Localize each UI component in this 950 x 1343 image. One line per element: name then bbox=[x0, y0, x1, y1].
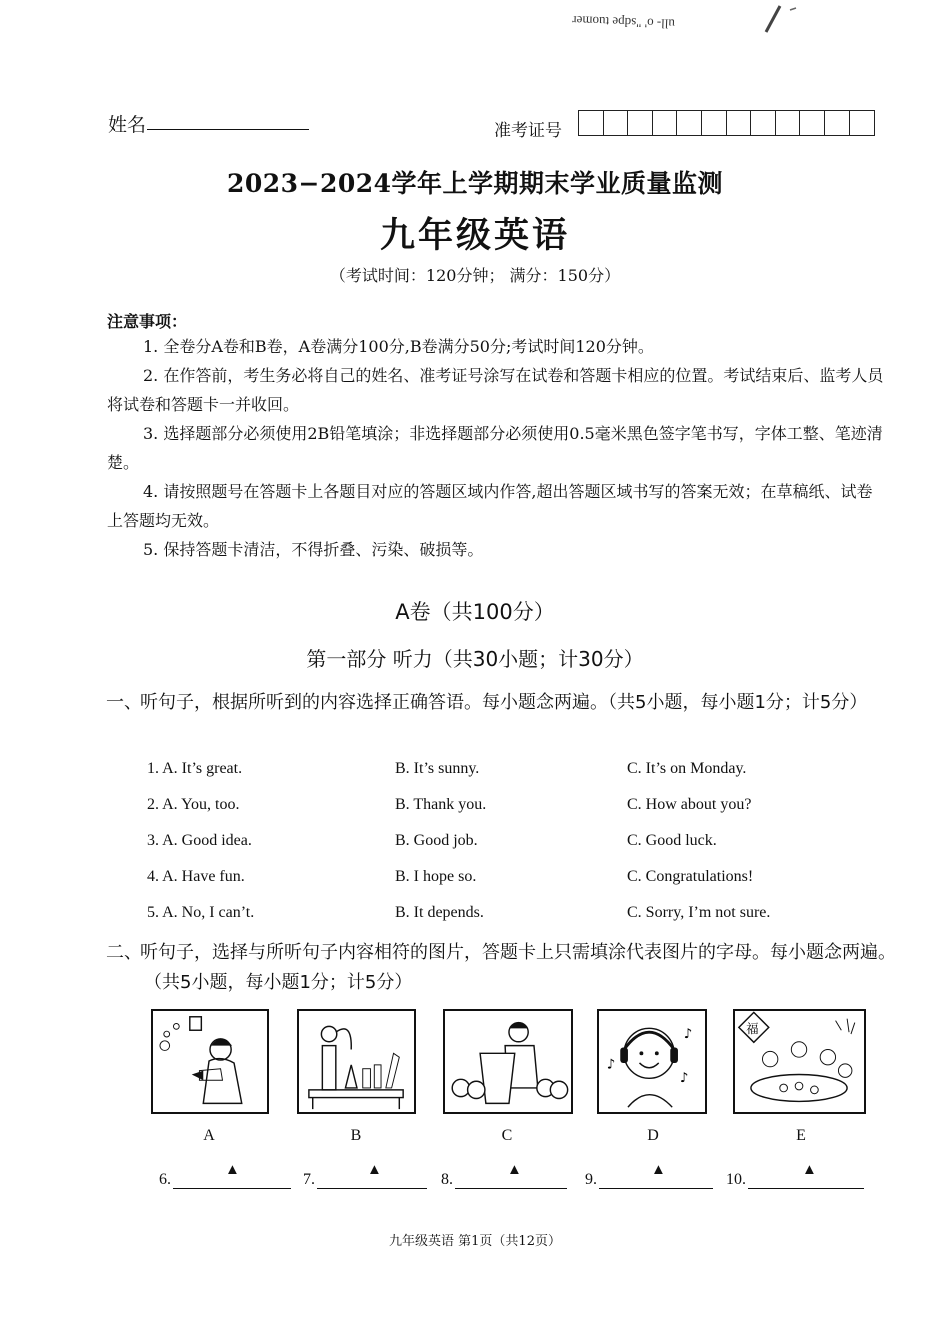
exam-id-digit-box[interactable] bbox=[677, 111, 702, 135]
science-lab-icon bbox=[299, 1011, 414, 1112]
exam-id-digit-box[interactable] bbox=[800, 111, 825, 135]
headphones-boy-icon bbox=[599, 1011, 705, 1112]
notice-item: 2. 在作答前，考生务必将自己的姓名、准考证号涂写在试卷和答题卡相应的位置。考试结束后、监考人员将试卷和答题卡一并收回。 bbox=[107, 366, 884, 414]
exam-info: （考试时间：120分钟； 满分：150分） bbox=[329, 266, 621, 285]
answer-marker: ▲ bbox=[651, 1162, 666, 1178]
picture-label-a: A bbox=[203, 1127, 215, 1144]
q2-option-a: 2. A. You, too. bbox=[147, 796, 240, 813]
q3-option-a: 3. A. Good idea. bbox=[147, 832, 252, 849]
notice-item: 3. 选择题部分必须使用2B铅笔填涂；非选择题部分必须使用0.5毫米黑色签字笔书写，字体工整、笔迹清楚。 bbox=[107, 424, 883, 472]
exam-id-digit-box[interactable] bbox=[776, 111, 801, 135]
answer-9-number: 9. bbox=[585, 1171, 597, 1188]
q5-option-a: 5. A. No, I can’t. bbox=[147, 904, 255, 921]
q3-option-b: B. Good job. bbox=[395, 832, 478, 849]
name-field[interactable] bbox=[147, 129, 309, 130]
picture-label-e: E bbox=[796, 1127, 806, 1144]
notice-item: 5. 保持答题卡清洁，不得折叠、污染、破损等。 bbox=[143, 540, 484, 559]
q5-option-c: C. Sorry, I’m not sure. bbox=[627, 904, 771, 921]
svg-text:♪: ♪ bbox=[606, 1057, 616, 1073]
pen-mark-icon bbox=[760, 4, 800, 34]
answer-marker: ▲ bbox=[225, 1162, 240, 1178]
exam-id-label: 准考证号 bbox=[494, 121, 562, 141]
q4-option-a: 4. A. Have fun. bbox=[147, 868, 245, 885]
picture-d-music bbox=[597, 1009, 707, 1114]
exam-id-digit-box[interactable] bbox=[751, 111, 776, 135]
bleed-text: ull- o' "sdpe tuomer bbox=[572, 13, 676, 32]
q4-option-b: B. I hope so. bbox=[395, 868, 477, 885]
answer-9-blank[interactable] bbox=[599, 1162, 713, 1189]
picture-c-speech bbox=[443, 1009, 573, 1114]
section1-instructions bbox=[106, 688, 896, 718]
section2-text: 听句子，选择与所听句子内容相符的图片，答题卡上只需填涂代表图片的字母。每小题念两遍。（共5小题，每小题1分；计5分） bbox=[140, 942, 896, 993]
picture-e-family-dinner bbox=[733, 1009, 866, 1114]
answer-8[interactable] bbox=[441, 1162, 567, 1189]
exam-id-boxes[interactable] bbox=[578, 110, 875, 136]
q1-option-c: C. It’s on Monday. bbox=[627, 760, 747, 777]
answer-marker: ▲ bbox=[507, 1162, 522, 1178]
answer-10-number: 10. bbox=[726, 1171, 746, 1188]
name-label: 姓名 bbox=[108, 114, 147, 136]
subject-title: 九年级英语 bbox=[379, 215, 570, 256]
picture-a-lantern-girl bbox=[151, 1009, 269, 1114]
page-footer: 九年级英语 第1页（共12页） bbox=[389, 1234, 561, 1249]
answer-10-blank[interactable] bbox=[748, 1162, 864, 1189]
answer-10[interactable] bbox=[726, 1162, 864, 1189]
section2-instructions bbox=[106, 938, 896, 998]
section1-number: 一、 bbox=[106, 692, 142, 713]
q2-option-c: C. How about you? bbox=[627, 796, 752, 813]
q1-option-b: B. It’s sunny. bbox=[395, 760, 480, 777]
exam-id-digit-box[interactable] bbox=[825, 111, 850, 135]
answer-6[interactable] bbox=[159, 1162, 291, 1189]
exam-id-digit-box[interactable] bbox=[702, 111, 727, 135]
picture-label-b: B bbox=[350, 1127, 362, 1144]
section2-number: 二、 bbox=[106, 942, 142, 963]
part1-heading: 第一部分 听力（共30小题；计30分） bbox=[306, 647, 644, 671]
answer-marker: ▲ bbox=[367, 1162, 382, 1178]
notice-item: 1. 全卷分A卷和B卷，A卷满分100分,B卷满分50分;考试时间120分钟。 bbox=[143, 337, 654, 356]
picture-b-lab bbox=[297, 1009, 416, 1114]
exam-id-digit-box[interactable] bbox=[604, 111, 629, 135]
answer-7[interactable] bbox=[303, 1162, 427, 1189]
sky-lantern-girl-icon bbox=[153, 1011, 267, 1112]
paper-a-heading: A卷（共100分） bbox=[395, 600, 555, 624]
notice-item: 4. 请按照题号在答题卡上各题目对应的答题区域内作答,超出答题区域书写的答案无效；在草稿纸、试卷上答题均无效。 bbox=[107, 482, 873, 530]
section1-text: 听句子，根据所听到的内容选择正确答语。每小题念两遍。（共5小题，每小题1分；计5分） bbox=[140, 692, 868, 713]
family-dinner-icon bbox=[735, 1011, 864, 1112]
exam-id-digit-box[interactable] bbox=[727, 111, 752, 135]
q5-option-b: B. It depends. bbox=[395, 904, 484, 921]
svg-text:♪: ♪ bbox=[679, 1071, 689, 1087]
answer-7-blank[interactable] bbox=[317, 1162, 427, 1189]
svg-text:♪: ♪ bbox=[683, 1026, 693, 1042]
answer-7-number: 7. bbox=[303, 1171, 315, 1188]
notice-title: 注意事项： bbox=[107, 312, 188, 331]
answer-8-number: 8. bbox=[441, 1171, 453, 1188]
picture-label-d: D bbox=[647, 1127, 659, 1144]
exam-title: 2023−2024学年上学期期末学业质量监测 bbox=[226, 169, 724, 198]
answer-9[interactable] bbox=[585, 1162, 713, 1189]
exam-id-digit-box[interactable] bbox=[850, 111, 875, 135]
exam-id-digit-box[interactable] bbox=[579, 111, 604, 135]
answer-marker: ▲ bbox=[802, 1162, 817, 1178]
exam-id-digit-box[interactable] bbox=[653, 111, 678, 135]
speech-podium-icon bbox=[445, 1011, 571, 1112]
answer-6-number: 6. bbox=[159, 1171, 171, 1188]
picture-label-c: C bbox=[501, 1127, 513, 1144]
exam-id-digit-box[interactable] bbox=[628, 111, 653, 135]
bleed-through-text bbox=[455, 0, 685, 36]
fu-character: 福 bbox=[746, 1021, 759, 1037]
q3-option-c: C. Good luck. bbox=[627, 832, 717, 849]
answer-6-blank[interactable] bbox=[173, 1162, 291, 1189]
answer-8-blank[interactable] bbox=[455, 1162, 567, 1189]
q2-option-b: B. Thank you. bbox=[395, 796, 487, 813]
q4-option-c: C. Congratulations! bbox=[627, 868, 754, 885]
q1-option-a: 1. A. It’s great. bbox=[147, 760, 243, 777]
